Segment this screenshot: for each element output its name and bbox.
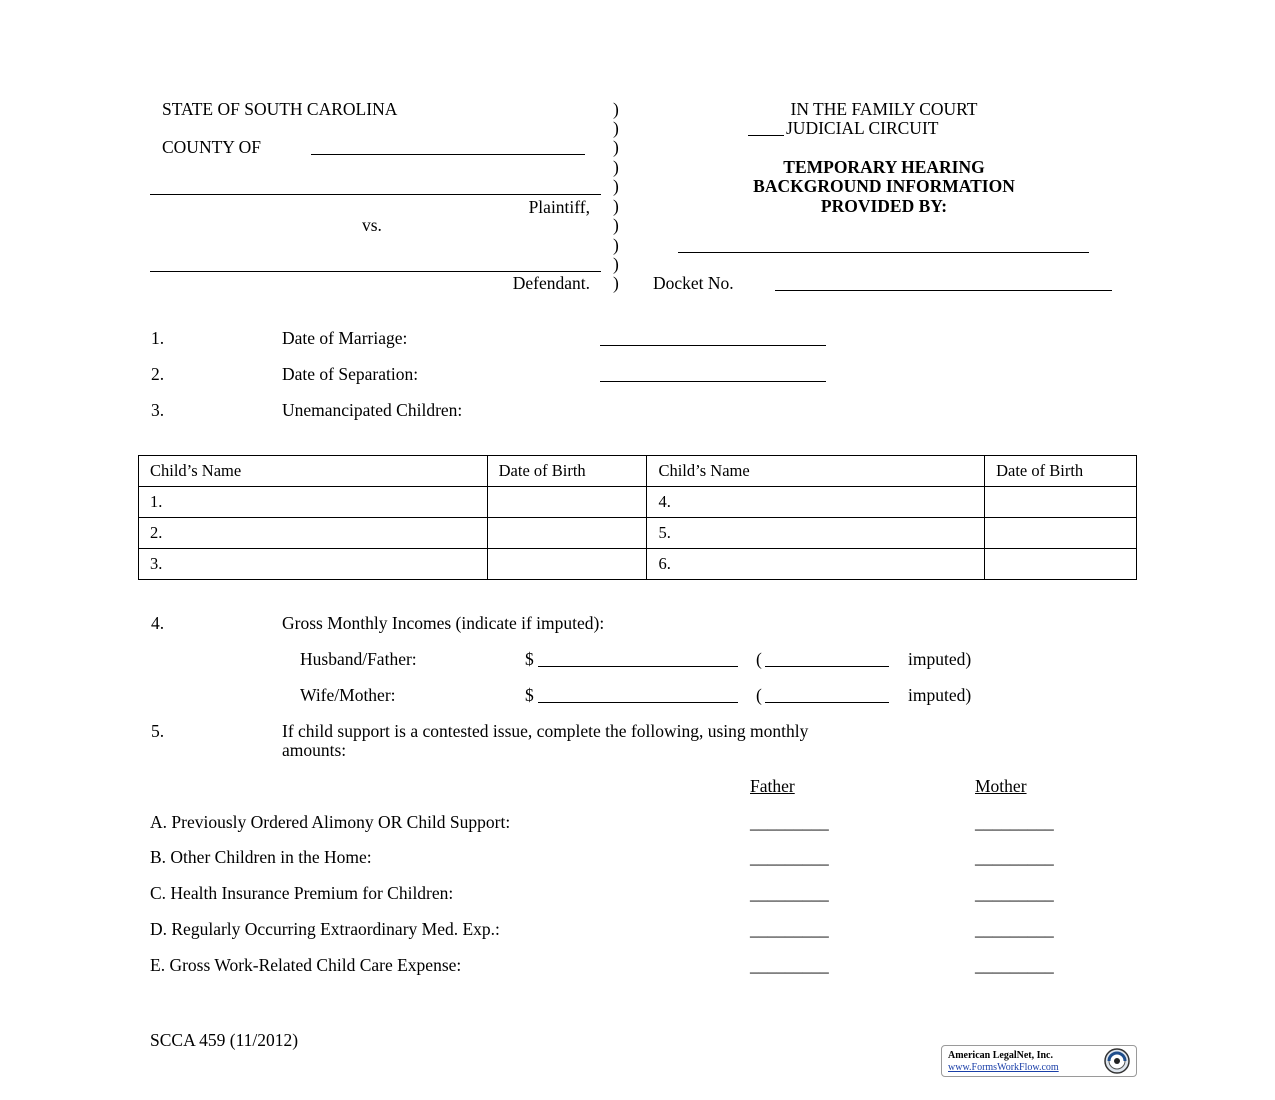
- versus-label: vs.: [362, 215, 382, 235]
- caption-paren: ): [613, 215, 619, 235]
- child-support-instructions-line-1: If child support is a contested issue, complete the following, using monthly: [282, 721, 809, 741]
- children-table: [138, 455, 1137, 580]
- open-paren: (: [756, 649, 762, 669]
- docket-label: Docket No.: [653, 273, 734, 293]
- unemancipated-children-label: Unemancipated Children:: [282, 400, 463, 420]
- caption-paren: ): [613, 196, 619, 216]
- circuit-label: JUDICIAL CIRCUIT: [786, 118, 939, 138]
- circuit-blank[interactable]: [748, 135, 784, 136]
- caption-paren: ): [613, 254, 619, 274]
- mother-amount-blank[interactable]: _________: [975, 883, 1054, 903]
- gross-monthly-incomes-label: Gross Monthly Incomes (indicate if imputed):: [282, 613, 605, 633]
- birth-date-cell[interactable]: [487, 487, 647, 518]
- court-name: IN THE FAMILY COURT: [790, 99, 978, 119]
- child-name-cell[interactable]: 4.: [647, 487, 985, 518]
- item-2-number: 2.: [151, 364, 165, 384]
- publisher-logo[interactable]: [941, 1045, 1137, 1077]
- form-title-line-3: PROVIDED BY:: [820, 196, 948, 216]
- child-support-instructions-line-2: amounts:: [282, 740, 347, 760]
- publisher-name: American LegalNet, Inc.: [948, 1050, 1053, 1061]
- child-name-cell[interactable]: 5.: [647, 518, 985, 549]
- wife-income-blank[interactable]: [538, 702, 738, 703]
- form-title-line-2: BACKGROUND INFORMATION: [753, 176, 1015, 196]
- father-amount-blank[interactable]: _________: [750, 883, 829, 903]
- father-column-header: Father: [750, 776, 795, 796]
- table-row: [139, 487, 1137, 518]
- father-amount-blank[interactable]: _________: [750, 812, 829, 832]
- date-of-separation-blank[interactable]: [600, 381, 826, 382]
- mother-amount-blank[interactable]: _________: [975, 847, 1054, 867]
- child-name-cell[interactable]: 3.: [139, 549, 488, 580]
- defendant-label: Defendant.: [512, 273, 590, 293]
- support-row-c-label: C. Health Insurance Premium for Children:: [150, 883, 454, 903]
- imputed-label: imputed): [908, 649, 972, 669]
- publisher-url[interactable]: www.FormsWorkFlow.com: [948, 1062, 1059, 1073]
- caption-paren: ): [613, 235, 619, 255]
- plaintiff-blank[interactable]: [150, 194, 601, 195]
- item-5-number: 5.: [151, 721, 165, 741]
- column-header: Date of Birth: [487, 456, 647, 487]
- support-row-d-label: D. Regularly Occurring Extraordinary Med. Exp.:: [150, 919, 500, 939]
- column-header: Child’s Name: [139, 456, 488, 487]
- date-of-marriage-blank[interactable]: [600, 345, 826, 346]
- husband-father-label: Husband/Father:: [300, 649, 417, 669]
- birth-date-cell[interactable]: [985, 487, 1137, 518]
- caption-paren: ): [613, 176, 619, 196]
- child-name-cell[interactable]: 2.: [139, 518, 488, 549]
- birth-date-cell[interactable]: [985, 549, 1137, 580]
- item-1-number: 1.: [151, 328, 165, 348]
- dollar-sign: $: [525, 685, 534, 705]
- support-row-b-label: B. Other Children in the Home:: [150, 847, 372, 867]
- provided-by-blank[interactable]: [678, 252, 1089, 253]
- column-header: Date of Birth: [985, 456, 1137, 487]
- caption-paren: ): [613, 118, 619, 138]
- birth-date-cell[interactable]: [985, 518, 1137, 549]
- father-amount-blank[interactable]: _________: [750, 955, 829, 975]
- date-of-marriage-label: Date of Marriage:: [282, 328, 408, 348]
- child-name-cell[interactable]: 1.: [139, 487, 488, 518]
- birth-date-cell[interactable]: [487, 518, 647, 549]
- mother-amount-blank[interactable]: _________: [975, 919, 1054, 939]
- dollar-sign: $: [525, 649, 534, 669]
- form-id: SCCA 459 (11/2012): [150, 1030, 299, 1050]
- table-row: [139, 549, 1137, 580]
- item-4-number: 4.: [151, 613, 165, 633]
- state-name: STATE OF SOUTH CAROLINA: [162, 99, 398, 119]
- column-header: Child’s Name: [647, 456, 985, 487]
- husband-income-blank[interactable]: [538, 666, 738, 667]
- county-blank[interactable]: [311, 154, 585, 155]
- open-paren: (: [756, 685, 762, 705]
- date-of-separation-label: Date of Separation:: [282, 364, 419, 384]
- form-title-line-1: TEMPORARY HEARING: [783, 157, 985, 177]
- caption-paren: ): [613, 137, 619, 157]
- support-row-a-label: A. Previously Ordered Alimony OR Child Support:: [150, 812, 511, 832]
- wife-imputed-blank[interactable]: [765, 702, 889, 703]
- docket-number-blank[interactable]: [775, 290, 1112, 291]
- table-row: [139, 518, 1137, 549]
- defendant-blank[interactable]: [150, 271, 601, 272]
- caption-paren: ): [613, 273, 619, 293]
- item-3-number: 3.: [151, 400, 165, 420]
- birth-date-cell[interactable]: [487, 549, 647, 580]
- child-name-cell[interactable]: 6.: [647, 549, 985, 580]
- caption-paren: ): [613, 157, 619, 177]
- husband-imputed-blank[interactable]: [765, 666, 889, 667]
- county-label: COUNTY OF: [162, 137, 262, 157]
- globe-icon: [1100, 1047, 1134, 1075]
- table-header-row: [139, 456, 1137, 487]
- father-amount-blank[interactable]: _________: [750, 919, 829, 939]
- mother-amount-blank[interactable]: _________: [975, 955, 1054, 975]
- support-row-e-label: E. Gross Work-Related Child Care Expense:: [150, 955, 462, 975]
- mother-amount-blank[interactable]: _________: [975, 812, 1054, 832]
- caption-paren: ): [613, 99, 619, 119]
- plaintiff-label: Plaintiff,: [528, 197, 590, 217]
- imputed-label: imputed): [908, 685, 972, 705]
- wife-mother-label: Wife/Mother:: [300, 685, 396, 705]
- mother-column-header: Mother: [975, 776, 1027, 796]
- father-amount-blank[interactable]: _________: [750, 847, 829, 867]
